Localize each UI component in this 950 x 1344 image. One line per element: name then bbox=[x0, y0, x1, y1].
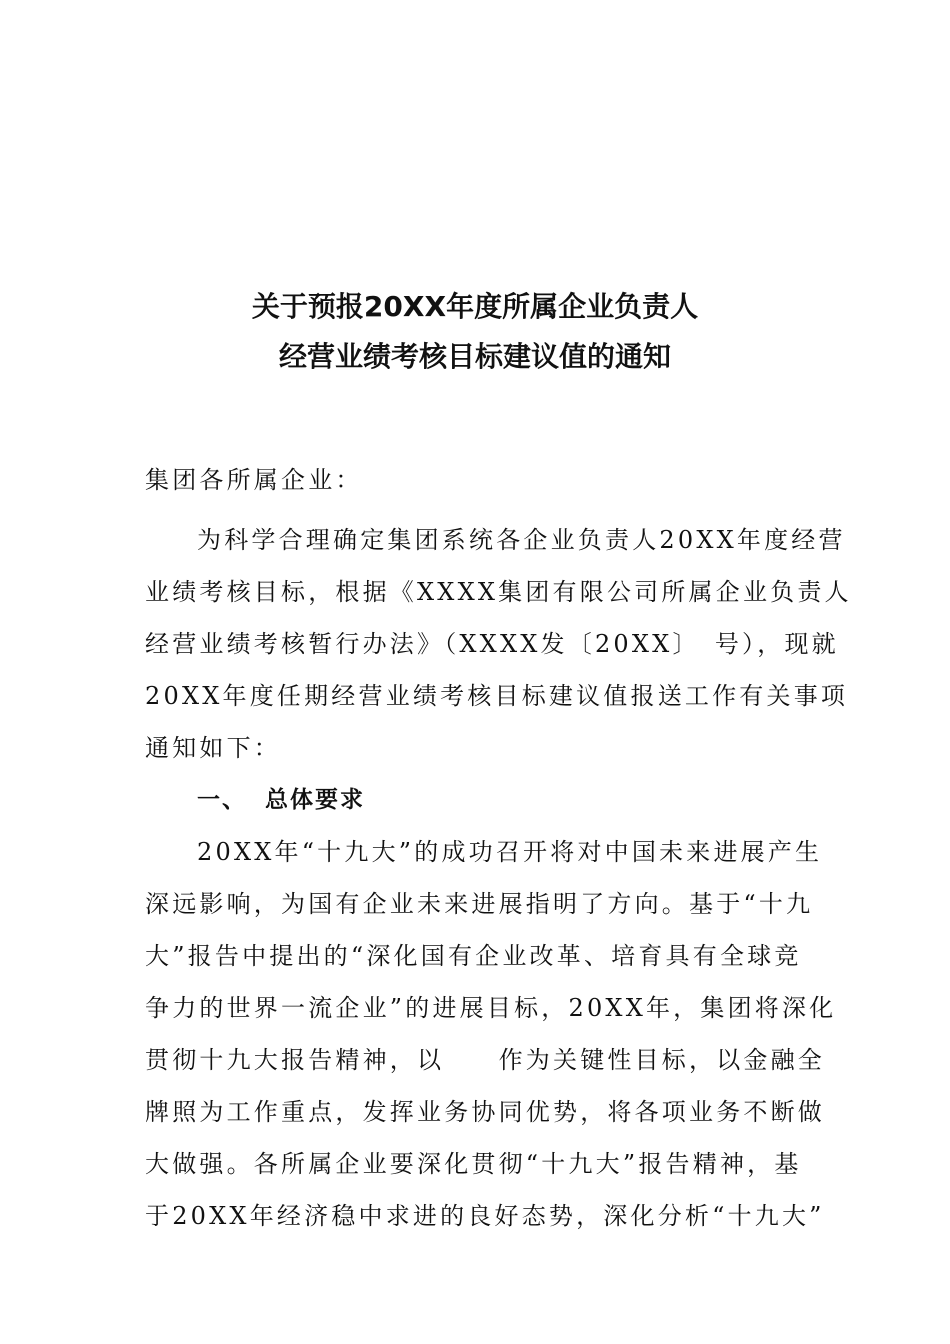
section-number: 一、 bbox=[197, 787, 247, 813]
section-heading-1 bbox=[145, 774, 815, 826]
title-line-2: 经营业绩考核目标建议值的通知 bbox=[278, 340, 671, 373]
paragraph2-line-6: 牌照为工作重点，发挥业务协同优势，将各项业务不断做 bbox=[145, 1098, 825, 1126]
title-line-1: 关于预报20XX年度所属企业负责人 bbox=[251, 290, 699, 323]
paragraph1-line-3: 经营业绩考核暂行办法》（XXXX发〔20XX〕 号），现就 bbox=[145, 630, 839, 658]
paragraph1-line-2: 业绩考核目标，根据《XXXX集团有限公司所属企业负责人 bbox=[145, 578, 852, 606]
paragraph2-line-1: 20XX年“十九大”的成功召开将对中国未来进展产生 bbox=[197, 838, 823, 866]
paragraph1-line-4: 20XX年度任期经营业绩考核目标建议值报送工作有关事项 bbox=[145, 682, 849, 710]
paragraph2-line-7: 大做强。各所属企业要深化贯彻“十九大”报告精神，基 bbox=[145, 1150, 802, 1178]
paragraph2-line-4: 争力的世界一流企业”的进展目标，20XX年，集团将深化 bbox=[145, 994, 837, 1022]
paragraph2-line-8: 于20XX年经济稳中求进的良好态势，深化分析“十九大” bbox=[145, 1202, 825, 1230]
paragraph1-line-5: 通知如下： bbox=[145, 734, 281, 762]
section-title: 总体要求 bbox=[265, 787, 365, 813]
salutation: 集团各所属企业： bbox=[145, 466, 363, 494]
spacer bbox=[145, 506, 815, 514]
document-title bbox=[0, 282, 950, 382]
paragraph2-line-3: 大”报告中提出的“深化国有企业改革、培育具有全球竞 bbox=[145, 942, 802, 970]
document-body bbox=[145, 454, 852, 1242]
paragraph2-line-5: 贯彻十九大报告精神，以 作为关键性目标，以金融全 bbox=[145, 1046, 825, 1074]
paragraph1-line-1: 为科学合理确定集团系统各企业负责人20XX年度经营 bbox=[197, 526, 846, 554]
paragraph2-line-2: 深远影响，为国有企业未来进展指明了方向。基于“十九 bbox=[145, 890, 814, 918]
